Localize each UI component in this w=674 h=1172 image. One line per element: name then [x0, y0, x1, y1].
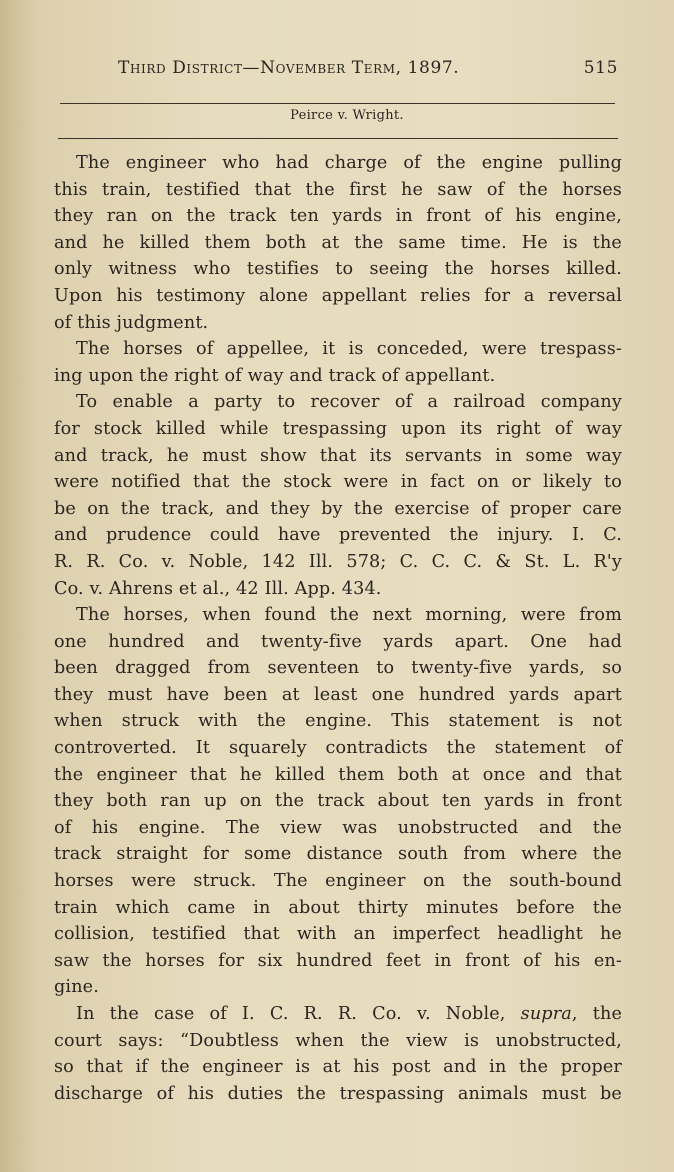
text-line: when struck with the engine. This statement is not: [54, 711, 622, 732]
text-line: and he killed them both at the same time. He is the: [54, 232, 622, 253]
text-line: Co. v. Ahrens et al., 42 Ill. App. 434.: [54, 578, 382, 599]
text-line: collision, testified that with an imperfect headlight he: [54, 924, 622, 945]
text-line: this train, testified that the first he saw of the horses: [54, 179, 622, 200]
text-line: In the case of I. C. R. R. Co. v. Noble, supra, the: [76, 1004, 623, 1024]
running-title: Third District—November Term, 1897.: [118, 58, 460, 78]
text-line: train which came in about thirty minutes before the: [54, 897, 622, 918]
page-number: 515: [583, 58, 618, 78]
text-line: saw the horses for six hundred feet in front of his en-: [54, 950, 622, 971]
text-line: they both ran up on the track about ten yards in front: [54, 791, 622, 812]
text-line: and track, he must show that its servants in some way: [54, 445, 622, 466]
text-line: controverted. It squarely contradicts the statement of: [54, 738, 622, 759]
text-line: R. R. Co. v. Noble, 142 Ill. 578; C. C. C. & St. L. R'y: [54, 551, 622, 572]
text-line: they must have been at least one hundred yards apart: [54, 684, 622, 705]
text-line: horses were struck. The engineer on the south-bound: [54, 871, 622, 892]
text-line: To enable a party to recover of a railroad company: [76, 392, 622, 413]
text-line: for stock killed while trespassing upon its right of way: [54, 418, 622, 439]
text-line: and prudence could have prevented the injury. I. C.: [54, 525, 622, 546]
text-line: be on the track, and they by the exercise of proper care: [54, 498, 622, 519]
header-rule-bottom: [58, 138, 618, 139]
running-head: [118, 58, 618, 84]
text-line: were notified that the stock were in fact on or likely to: [54, 472, 622, 493]
text-line: Upon his testimony alone appellant relies for a reversal: [54, 285, 622, 306]
text-line: been dragged from seventeen to twenty-five yards, so: [54, 658, 622, 679]
text-line: of his engine. The view was unobstructed and the: [54, 817, 622, 838]
text-line: ing upon the right of way and track of appellant.: [54, 365, 496, 386]
italic-word: supra: [520, 1004, 572, 1024]
text-line: discharge of his duties the trespassing animals must be: [54, 1083, 622, 1104]
text-line: The horses of appellee, it is conceded, were trespass-: [76, 339, 622, 360]
text-line: the engineer that he killed them both at once and that: [54, 764, 622, 785]
header-rule-top: [60, 103, 615, 104]
text-line: one hundred and twenty-five yards apart. One had: [54, 631, 622, 652]
text-line: track straight for some distance south from where the: [54, 844, 622, 865]
text-line: they ran on the track ten yards in front of his engine,: [54, 206, 622, 227]
text-line: so that if the engineer is at his post and in the proper: [54, 1057, 622, 1078]
text-line: court says: “Doubtless when the view is unobstructed,: [54, 1030, 622, 1051]
text-line: of this judgment.: [54, 312, 209, 333]
text-line: gine.: [54, 977, 99, 998]
text-line: only witness who testifies to seeing the horses killed.: [54, 259, 622, 280]
case-title: Peirce v. Wright.: [290, 108, 404, 123]
text-line: The horses, when found the next morning, were from: [76, 605, 622, 626]
body-text: [54, 150, 622, 1107]
text-line: The engineer who had charge of the engine pulling: [76, 153, 622, 173]
